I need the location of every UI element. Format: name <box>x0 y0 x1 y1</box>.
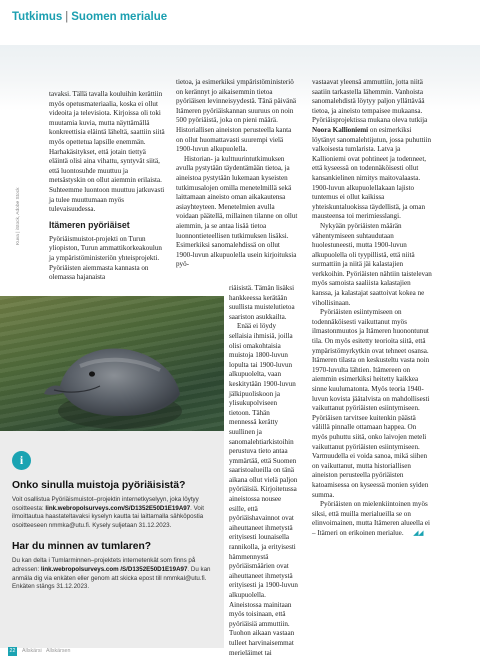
page-header <box>0 0 480 45</box>
paragraph: Pyöriäismuistot-projekti on Turun yliopiston, Turun ammattikorkeakoulun ja ympäristöministeriön yhteisprojekti. Pyöriäisten aiemmasta kannasta on olemassa hajanaista <box>49 234 162 282</box>
survey-link-fi[interactable]: link.webropolsurveys.com/S/D1352E50D1E19A97 <box>45 504 191 512</box>
paragraph-final <box>312 500 432 538</box>
paragraph: Historian- ja kulttuurintutkimuksen avulla pystytään täydentämään tietoa, ja aineistoa pystytään lukemaan kyseisten tutkimusalojen omilla menetelmillä sekä laittamaan aineisto oman aikakautensa asiayhteyteen. Menetelmien avulla voidaan päätellä, millainen tilanne on ollut aiemmin, ja se antaa lisää tietoa luonnontieteellisen tutkimuksen lisäksi. Esimerkiksi sanomalehdissä on ollut 1900-luvun alkupuolella usein kirjoituksia pyö- <box>176 154 298 269</box>
column-2-continued <box>229 284 298 658</box>
column-2 <box>176 78 298 270</box>
photo-credit: Kuva | iStock, Adobe Stock <box>16 187 21 245</box>
paragraph-text: Pyöriäisten on mielenkiintoinen myös siksi, että muilla merialueilla se on elinvoimainen, mutta Itämeren alueella ei – Itämeri on erikoinen merialue. <box>312 500 430 537</box>
info-text: Du kan delta i Tumlarminnen–projektets internetenkät som finns på adressen: <box>12 557 196 573</box>
porpoise-photo <box>0 296 224 446</box>
survey-link-sv[interactable]: link.webropolsurveys.com /S/D1352E50D1E19A97 <box>40 565 188 573</box>
porpoise-illustration <box>40 316 190 436</box>
magazine-name-alt: Allskärsen <box>46 648 71 654</box>
end-mark-icon: ◢◢ <box>413 529 424 537</box>
info-title-sv: Har du minnen av tumlaren? <box>12 541 152 553</box>
article-subheading: Itämeren pyöriäiset <box>49 219 130 230</box>
paragraph: tavaksi. Tällä tavalla kouluihin kerättiin myös opetusmateriaalia, koska ei ollut videoita ja televisiota. Kirjoissa oli toki muutamia kuvia, mutta näyttämällä konkreettisia eläintä läheltä, saattiin siitä myös opettetua lapsille enemmän. Harhakäsitykset, että jotain tiettyä eläintä olisi aina vihattu, syntyvät siitä, että luontosuhde muuttuu ja metsästyskin on ollut aiemmin erilaista. Suhteemme luontoon muuttuu jatkuvasti ja tulee muuttumaan myös tulevaisuudessa. <box>49 90 165 214</box>
paragraph: Nykyään pyöriäisten määrän vähentymiseen suhtaudutaan huolestuneesti, mutta 1900-luvun alkupuolella oli tyypillistä, että niitä surmattiin ja niitä jäi kalastajien verkkoihin. Pyöriäisten nähtiin taistelevan myös samoista saaliista kalastajien kanssa, ja kalastajat saattoivat kokea ne vihollisinaan. <box>312 221 432 307</box>
paragraph: riäisistä. Tämän lisäksi hankkeessa kerätään suullista muistelutietoa saariston asukkailta. <box>229 284 295 321</box>
info-body-fi <box>12 496 212 530</box>
column-3 <box>312 78 432 539</box>
info-content <box>12 480 212 592</box>
section-heading <box>12 11 167 23</box>
info-body-sv <box>12 557 212 591</box>
page-number: 22 <box>9 648 16 654</box>
info-title-fi: Onko sinulla muistoja pyöriäisistä? <box>12 480 186 491</box>
paragraph: Pyöriäisten esiintymiseen on todennäköisesti vaikuttanut myös ilmastonmuutos ja Itämeren huonontunut tila. On myös esitetty teorioita siitä, että ympäristömyrkytkin ovat tehneet osansa. Itämeren tilasta on keskusteltu vasta noin 1970-luvulta lähtien. Itämereen on aiemmin esimerkiksi heitetty kaikkea sinne kuulumatonta. Myös teoria 1940-luvun kovista jäätalvista on mahdollisesti vaikuttanut pyöriäisten esiintymiseen. Pyöriäisen tarvitsee kuitenkin päästä välillä pinnalle ottamaan happea. On myös puhuttu siitä, onko laivojen meteli vaikuttanut pyöriäisten esiintymiseen. Varmuudella ei voida sanoa, mikä siihen on vaikuttanut, mutta historiallisen aineiston perusteella pyöriäisten katoamisessa on kyseessä monien syiden summa. <box>312 308 430 499</box>
paragraph: tietoa, ja esimerkiksi ympäristöministeriö on kerännyt jo aikaisemmin tietoa pyöriäisen levinneisyydestä. Tänä päivänä Itämeren pyöriäiskannan suuruus on noin 500 pyöriäistä, joka on pieni määrä. Historiallisen aineiston perusteella kanta on ollut huomattavasti suurempi vielä 1900-luvun alkupuolella. <box>176 78 297 154</box>
paragraph-with-name: vastaavat yleensä ammuttiin, jotta niitä saatiin tarkastella lähemmin. Vanhoista sanomalehdistä löytyy paljon yllättävää tietoa, ja aineisto tempaisee mukaansa. Pyöriäisprojektissa mukana oleva tutkija Noora Kallioniemi on esimerkiksi löytänyt sanomalehtijutun, jossa puhuttiin valkoisesta tumlarista. Latva ja Kallioniemi ovat pohtineet ja todenneet, että kyseessä on todennäköisesti ollut kansankielinen nimitys maitovalaasta. 1900-luvun alkupuolellakaan lajisto tuntemus ei ollut kaikissa yhteiskuntaluokissa täydellistä, ja oman mausteensa toi merimiesslangi. <box>312 78 432 221</box>
info-text: . Voit ilmoittautua haastateltavaksi kyselyn kautta tai laittamalla sähköpostia osoitteeseen nmmka@utu.fi. Kysely suljetaan 31.12.2023. <box>12 504 204 529</box>
researcher-name: Noora Kallioniemi <box>312 125 369 134</box>
info-text: . Du kan anmäla dig via enkäten eller genom att skicka epost till nmmkal@utu.fi. Enkäten stängs 31.12.2023. <box>12 565 211 591</box>
topic-label: Suomen merialue <box>71 11 168 23</box>
info-icon: i <box>12 451 31 470</box>
info-box <box>0 431 224 648</box>
magazine-name: Allskärsi <box>22 648 42 654</box>
info-text: Voit osallistua Pyöriäismuistot–projektin internetkyselyyn, joka löytyy osoitteesta: <box>12 496 199 512</box>
header-separator: | <box>65 11 69 23</box>
column-1 <box>49 90 166 283</box>
paragraph: Enää ei löydy sellaisia ihmisiä, joilla olisi omakohtaisia muistoja 1800-luvun lopulta tai 1900-luvun alkupuolelta, vaan keskitytään 1900-luvun jälkipuoliskoon ja ylisukupolviseen tietoon. Tähän mennessä kerätty suullinen ja sanomalehtiarkistoihin perustuva tieto antaa ymmärtää, että Suomen saaristoalueilla on tänä aikana ollut vielä paljon pyöriäisiä. Kirjoitetussa aineistossa nousee esille, että pyöriäishavainnot ovat aiheuttaneet ihmetystä erityisesti lounaisella rannikolla, ja erityisesti hämmennystä pyöriäismäärien ovat aiheuttaneet ihmetystä erityisesti ja 1900-luvun alkupuolella. Aineistossa mainitaan myös toisinaan, että pyöriäisiä ammuttiin. Tuohon aikaan vastaan tulleet harvinaisemmat merieläimet tai <box>229 322 298 657</box>
section-label: Tutkimus <box>12 11 63 23</box>
